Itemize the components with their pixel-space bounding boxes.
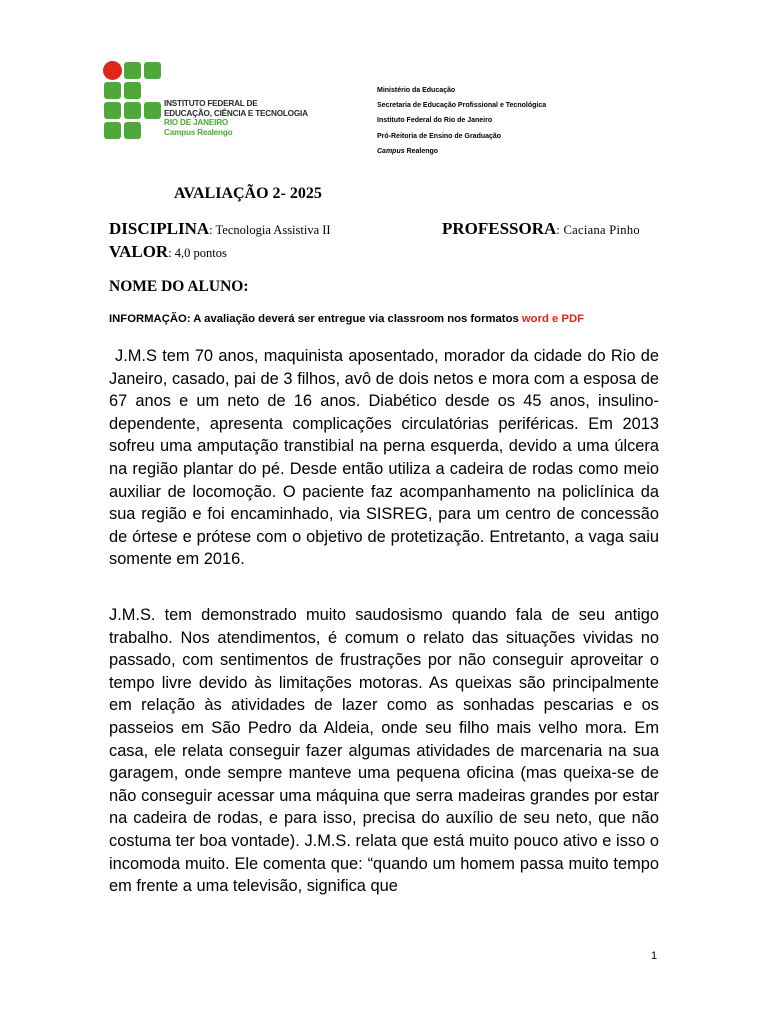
logo-line-4: Campus Realengo xyxy=(164,127,233,137)
logo-line-2: EDUCAÇÃO, CIÊNCIA E TECNOLOGIA xyxy=(164,108,308,118)
professora-value: : Caciana Pinho xyxy=(556,223,640,237)
info-line xyxy=(109,313,584,325)
logo-text xyxy=(164,99,308,137)
ministry-line: Ministério da Educação xyxy=(377,87,456,94)
case-paragraph-1: J.M.S tem 70 anos, maquinista aposentado, morador da cidade do Rio de Janeiro, casado, pai de 3 filhos, avô de dois netos e mora com a esposa de 67 anos e um neto de 16 anos. Diabético desde os 45 anos, insulino-dependente, apresenta complicações circulatórias periféricas. Em 2013 sofreu uma amputação transtibial na perna esquerda, devido a uma úlcera na região plantar do pé. Desde então utiliza a cadeira de rodas como meio auxiliar de locomoção. O paciente faz acompanhamento na policlínica da sua região e foi encaminhado, via SISREG, para um centro de concessão de órtese e prótese com o objetivo de protetização. Entretanto, a vaga saiu somente em 2016. xyxy=(109,347,659,569)
campus-name: Realengo xyxy=(404,147,439,155)
ministry-line: Pró-Reitoria de Ensino de Graduação xyxy=(377,132,502,140)
valor-label: VALOR xyxy=(109,242,169,261)
valor-value: : 4,0 pontos xyxy=(168,246,227,260)
info-text: INFORMAÇÃO: A avaliação deverá ser entregue via classroom nos formatos xyxy=(109,313,522,325)
logo-mark-icon xyxy=(102,60,164,142)
page-number: 1 xyxy=(651,950,658,962)
disciplina-label: DISCIPLINA xyxy=(109,219,210,238)
disciplina-line xyxy=(109,219,331,239)
professora-label: PROFESSORA xyxy=(442,219,557,238)
disciplina-value: : Tecnologia Assistiva II xyxy=(209,223,331,237)
info-formats: word e PDF xyxy=(521,313,585,325)
logo-line-3: RIO DE JANEIRO xyxy=(164,118,229,128)
campus-italic: Campus xyxy=(377,147,405,155)
exam-title: AVALIAÇÃO 2- 2025 xyxy=(174,185,322,202)
ministry-header xyxy=(377,83,546,159)
campus-line xyxy=(377,144,546,159)
logo-line-1: INSTITUTO FEDERAL DE xyxy=(164,99,258,108)
ministry-line: Secretaria de Educação Profissional e Tecnológica xyxy=(377,102,547,110)
professora-line xyxy=(442,219,640,239)
ministry-line: Instituto Federal do Rio de Janeiro xyxy=(377,117,493,125)
student-name-label: NOME DO ALUNO: xyxy=(109,278,249,295)
valor-line xyxy=(109,242,227,262)
institution-logo xyxy=(102,60,312,142)
case-paragraph-2: J.M.S. tem demonstrado muito saudosismo quando fala de seu antigo trabalho. Nos atendimentos, é comum o relato das situações vividas no passado, com sentimentos de frustrações por não conseguir aproveitar o tempo livre devido às limitações motoras. As queixas são principalmente em relação às atividades de lazer como as sonhadas pescarias e os passeios em São Pedro da Aldeia, onde seu filho mais velho mora. Em casa, ele relata conseguir fazer algumas atividades de marcenaria na sua garagem, onde sempre manteve uma pequena oficina (mas queixa-se de não conseguir acessar uma máquina que serra madeiras grandes por estar na cadeira de rodas, e para isso, precisa do auxílio de seu neto, que não costuma ter boa vontade). J.M.S. relata que está muito pouco ativo e isso o incomoda muito. Ele comenta que: “quando um homem passa muito tempo em frente a uma televisão, significa que xyxy=(109,606,659,896)
